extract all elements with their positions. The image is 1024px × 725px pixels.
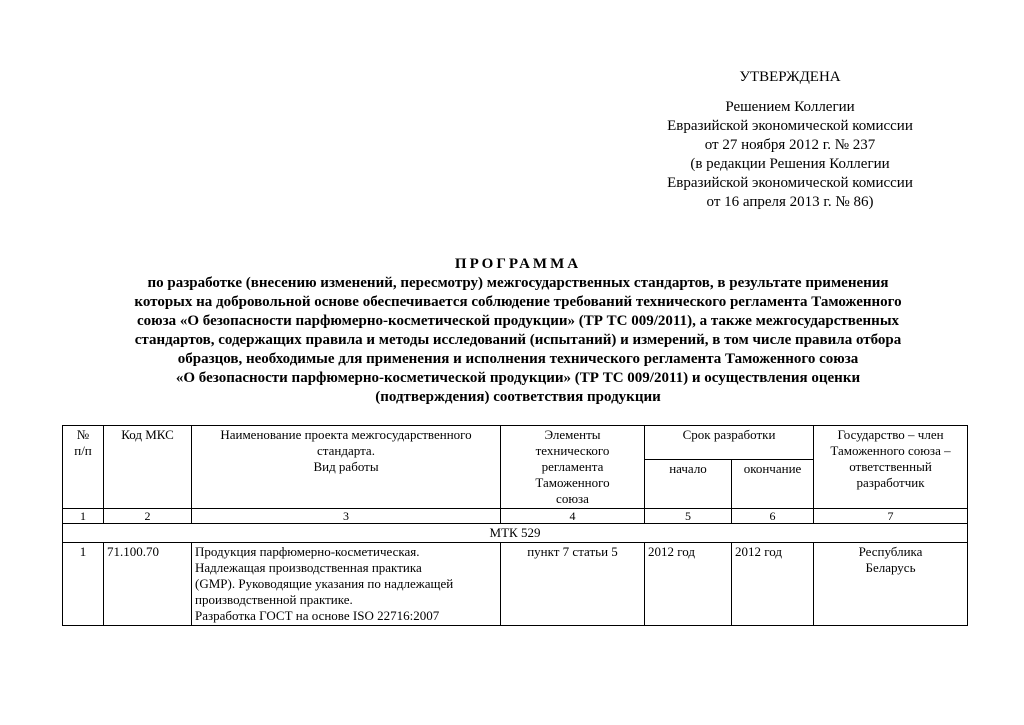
table-header-row: [63, 426, 968, 460]
approval-line: Решением Коллегии: [725, 99, 855, 115]
header-end: окончание: [732, 460, 814, 509]
column-number: 7: [814, 509, 968, 524]
group-label: МТК 529: [63, 524, 968, 543]
approval-line: от 27 ноября 2012 г. № 237: [704, 137, 876, 153]
header-num: № п/п: [63, 426, 104, 509]
header-term: Срок разработки: [645, 426, 814, 460]
row-start: 2012 год: [645, 543, 732, 626]
row-mks: 71.100.70: [104, 543, 192, 626]
header-elements: Элементы технического регламента Таможенного союза: [501, 426, 645, 509]
approval-line: (в редакции Решения Коллегии: [690, 156, 890, 172]
approval-title: УТВЕРЖДЕНА: [739, 69, 841, 85]
header-name: Наименование проекта межгосударственного стандарта. Вид работы: [192, 426, 501, 509]
column-number: 5: [645, 509, 732, 524]
header-mks: Код МКС: [104, 426, 192, 509]
program-line: по разработке (внесению изменений, пересмотру) межгосударственных стандартов, в результате применения: [147, 275, 889, 291]
header-start: начало: [645, 460, 732, 509]
row-num: 1: [63, 543, 104, 626]
program-heading: ПРОГРАММА: [454, 256, 582, 272]
row-state: Республика Беларусь: [814, 543, 968, 626]
column-number: 2: [104, 509, 192, 524]
column-number: 3: [192, 509, 501, 524]
group-row: [63, 524, 968, 543]
column-number: 1: [63, 509, 104, 524]
program-line: стандартов, содержащих правила и методы исследований (испытаний) и измерений, в том числе правила отбора: [134, 332, 902, 348]
row-name: Продукция парфюмерно-косметическая. Надлежащая производственная практика (GMP). Руководящие указания по надлежащей производственной практике. Разработка ГОСТ на основе ISO 22716:2007: [192, 543, 501, 626]
approval-line: Евразийской экономической комиссии: [667, 118, 913, 134]
program-line: «О безопасности парфюмерно-косметической продукции» (ТР ТС 009/2011) и осуществления оценки: [175, 370, 861, 386]
program-line: (подтверждения) соответствия продукции: [375, 389, 661, 405]
approval-line: Евразийской экономической комиссии: [667, 175, 913, 191]
approval-line: от 16 апреля 2013 г. № 86): [706, 194, 874, 210]
program-line: которых на добровольной основе обеспечивается соблюдение требований технического регламента Таможенного: [134, 294, 902, 310]
column-number: 6: [732, 509, 814, 524]
row-element: пункт 7 статьи 5: [501, 543, 645, 626]
standards-table: [62, 425, 968, 626]
column-number-row: [63, 509, 968, 524]
program-block: [66, 255, 970, 407]
program-line: союза «О безопасности парфюмерно-косметической продукции» (ТР ТС 009/2011), а также межгосударственных: [136, 313, 900, 329]
header-state: Государство – член Таможенного союза – ответственный разработчик: [814, 426, 968, 509]
approval-block: [640, 68, 940, 212]
column-number: 4: [501, 509, 645, 524]
program-line: образцов, необходимые для применения и исполнения технического регламента Таможенного союза: [177, 351, 859, 367]
row-end: 2012 год: [732, 543, 814, 626]
table-row: [63, 543, 968, 626]
